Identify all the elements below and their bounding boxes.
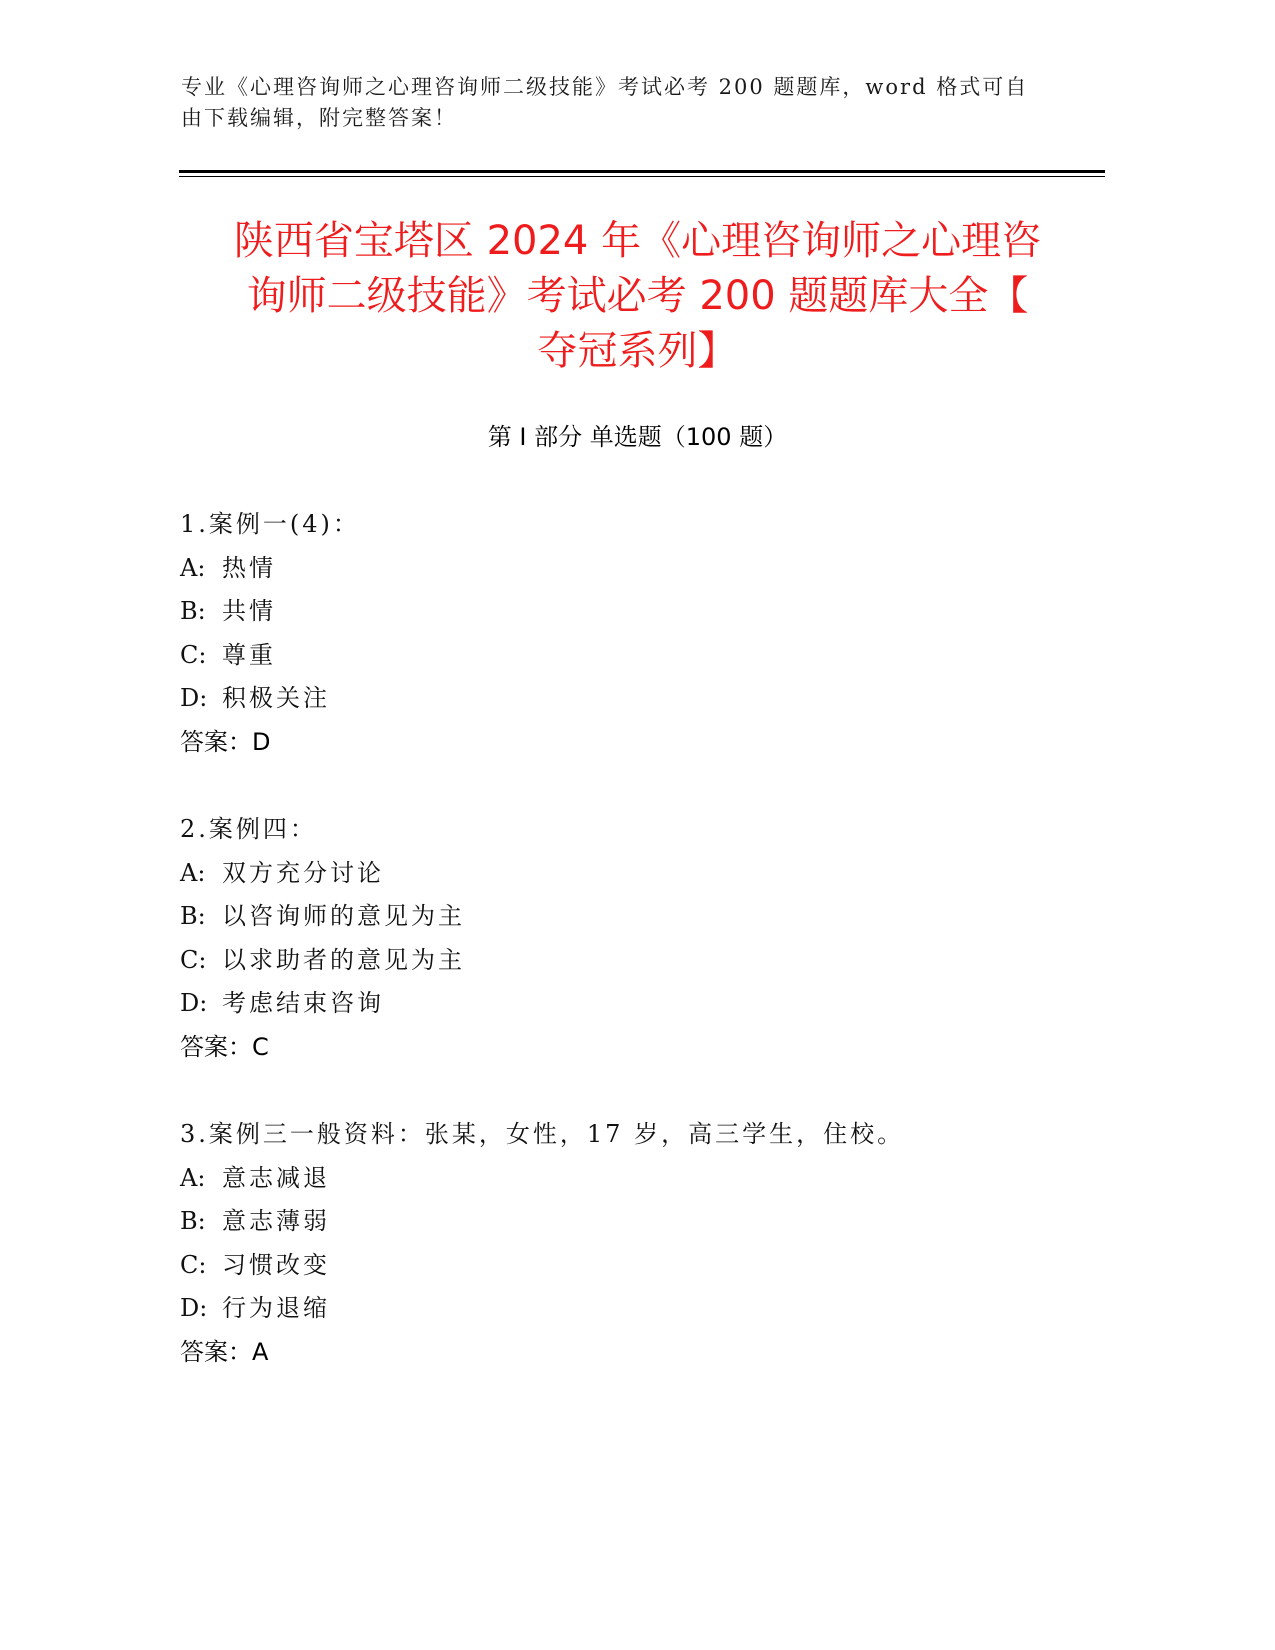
option-letter: A: bbox=[180, 1163, 206, 1192]
option-text: 双方充分讨论 bbox=[222, 858, 384, 887]
answer-line: 答案：C bbox=[180, 1032, 269, 1061]
option-b bbox=[180, 590, 1120, 634]
question-3 bbox=[180, 1113, 1120, 1374]
option-letter: D: bbox=[180, 684, 208, 712]
option-text: 共情 bbox=[222, 597, 276, 625]
option-letter: D: bbox=[180, 989, 208, 1017]
answer-line: 答案：A bbox=[180, 1337, 269, 1366]
option-d bbox=[180, 982, 1120, 1026]
option-c bbox=[180, 939, 1120, 983]
question-stem: 3.案例三一般资料：张某，女性，17 岁，高三学生，住校。 bbox=[180, 1120, 905, 1148]
option-d bbox=[180, 1287, 1120, 1331]
option-letter: D: bbox=[180, 1294, 208, 1322]
question-stem: 1.案例一(4)： bbox=[180, 510, 360, 538]
title-line-3: 夺冠系列】 bbox=[537, 328, 738, 374]
question-2 bbox=[180, 808, 1120, 1069]
option-text: 尊重 bbox=[222, 640, 276, 669]
option-letter: A: bbox=[180, 858, 206, 887]
header-note: 专业《心理咨询师之心理咨询师二级技能》考试必考 200 题题库，word 格式可自由下载编辑，附完整答案！ bbox=[181, 75, 1029, 130]
option-text: 积极关注 bbox=[222, 684, 330, 712]
option-letter: C: bbox=[180, 1250, 207, 1279]
option-letter: B: bbox=[180, 1207, 206, 1235]
option-text: 考虑结束咨询 bbox=[222, 989, 384, 1017]
question-1 bbox=[180, 503, 1120, 764]
option-letter: A: bbox=[180, 553, 206, 582]
section-title: 第 I 部分 单选题（100 题） bbox=[487, 423, 788, 451]
option-text: 行为退缩 bbox=[222, 1294, 330, 1322]
option-a bbox=[180, 1157, 1120, 1201]
document-title bbox=[160, 214, 1115, 379]
header-divider-thin bbox=[179, 176, 1105, 177]
answer-line: 答案：D bbox=[180, 727, 271, 756]
option-text: 以咨询师的意见为主 bbox=[222, 902, 465, 930]
title-line-1: 陕西省宝塔区 2024 年《心理咨询师之心理咨 bbox=[233, 218, 1042, 264]
option-text: 热情 bbox=[222, 553, 276, 582]
option-b bbox=[180, 895, 1120, 939]
option-c bbox=[180, 634, 1120, 678]
option-text: 意志薄弱 bbox=[222, 1207, 330, 1235]
option-b bbox=[180, 1200, 1120, 1244]
option-text: 习惯改变 bbox=[222, 1250, 330, 1279]
header-divider-thick bbox=[179, 170, 1105, 173]
question-stem: 2.案例四： bbox=[180, 815, 317, 843]
option-a bbox=[180, 852, 1120, 896]
option-c bbox=[180, 1244, 1120, 1288]
option-letter: C: bbox=[180, 945, 207, 974]
option-text: 以求助者的意见为主 bbox=[222, 945, 465, 974]
option-text: 意志减退 bbox=[222, 1163, 330, 1192]
option-a bbox=[180, 547, 1120, 591]
title-line-2: 询师二级技能》考试必考 200 题题库大全【 bbox=[246, 273, 1029, 319]
option-letter: B: bbox=[180, 902, 206, 930]
option-letter: B: bbox=[180, 597, 206, 625]
option-d bbox=[180, 677, 1120, 721]
option-letter: C: bbox=[180, 640, 207, 669]
